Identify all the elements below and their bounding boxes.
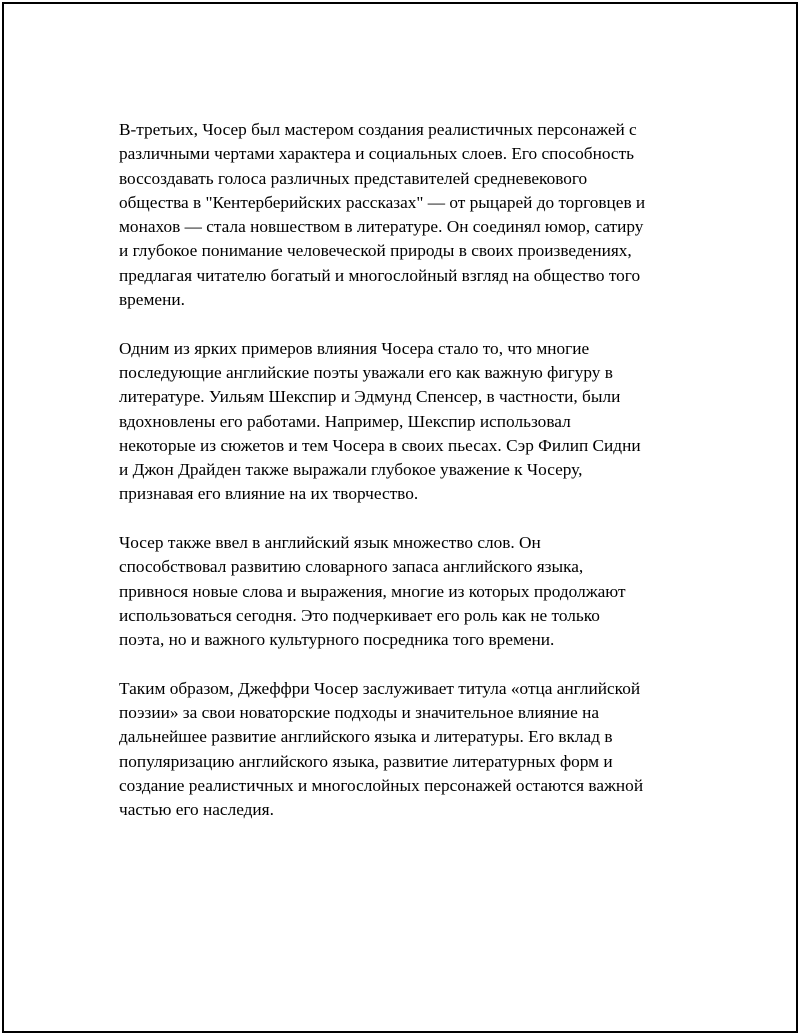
text-line: популяризацию английского языка, развитие литературных форм и <box>119 751 613 771</box>
text-line: Таким образом, Джеффри Чосер заслуживает титула «отца английской <box>119 678 641 698</box>
text-line: и Джон Драйден также выражали глубокое уважение к Чосеру, <box>119 460 583 480</box>
text-line: Одним из ярких примеров влияния Чосера стало то, что многие <box>119 338 590 358</box>
text-line: В-третьих, Чосер был мастером создания реалистичных персонажей с <box>119 120 637 139</box>
text-line: различными чертами характера и социальных слоев. Его способность <box>119 144 635 164</box>
text-line: монахов — стала новшеством в литературе. Он соединял юмор, сатиру <box>119 217 644 237</box>
text-line: предлагая читателю богатый и многослойный взгляд на общество того <box>119 265 641 285</box>
text-line: дальнейшее развитие английского языка и литературы. Его вклад в <box>119 727 613 747</box>
text-line: привнося новые слова и выражения, многие из которых продолжают <box>119 581 626 601</box>
paragraph-4 <box>119 677 694 823</box>
text-line: частью его наследия. <box>119 800 274 820</box>
page-frame <box>2 2 798 1033</box>
text-line: Чосер также ввел в английский язык множество слов. Он <box>119 533 541 553</box>
text-line: использоваться сегодня. Это подчеркивает его роль как не только <box>119 605 600 625</box>
paragraph-1 <box>119 118 694 312</box>
text-line: способствовал развитию словарного запаса английского языка, <box>119 557 584 577</box>
text-line: времени. <box>119 290 185 310</box>
text-line: некоторые из сюжетов и тем Чосера в своих пьесах. Сэр Филип Сидни <box>119 435 641 455</box>
text-line: последующие английские поэты уважали его как важную фигуру в <box>119 362 613 382</box>
text-line: литературе. Уильям Шекспир и Эдмунд Спенсер, в частности, были <box>119 387 621 407</box>
text-line: поэзии» за свои новаторские подходы и значительное влияние на <box>119 703 600 723</box>
text-line: признавая его влияние на их творчество. <box>119 484 419 504</box>
text-line: и глубокое понимание человеческой природы в своих произведениях, <box>119 241 632 261</box>
text-line: воссоздавать голоса различных представителей средневекового <box>119 168 588 188</box>
document-body <box>119 118 694 847</box>
text-line: создание реалистичных и многослойных персонажей остаются важной <box>119 776 644 796</box>
text-line: общества в "Кентерберийских рассказах" — от рыцарей до торговцев и <box>119 192 646 212</box>
text-line: поэта, но и важного культурного посредника того времени. <box>119 630 555 650</box>
paragraph-3 <box>119 531 694 652</box>
paragraph-2 <box>119 337 694 507</box>
text-line: вдохновлены его работами. Например, Шекспир использовал <box>119 411 571 431</box>
